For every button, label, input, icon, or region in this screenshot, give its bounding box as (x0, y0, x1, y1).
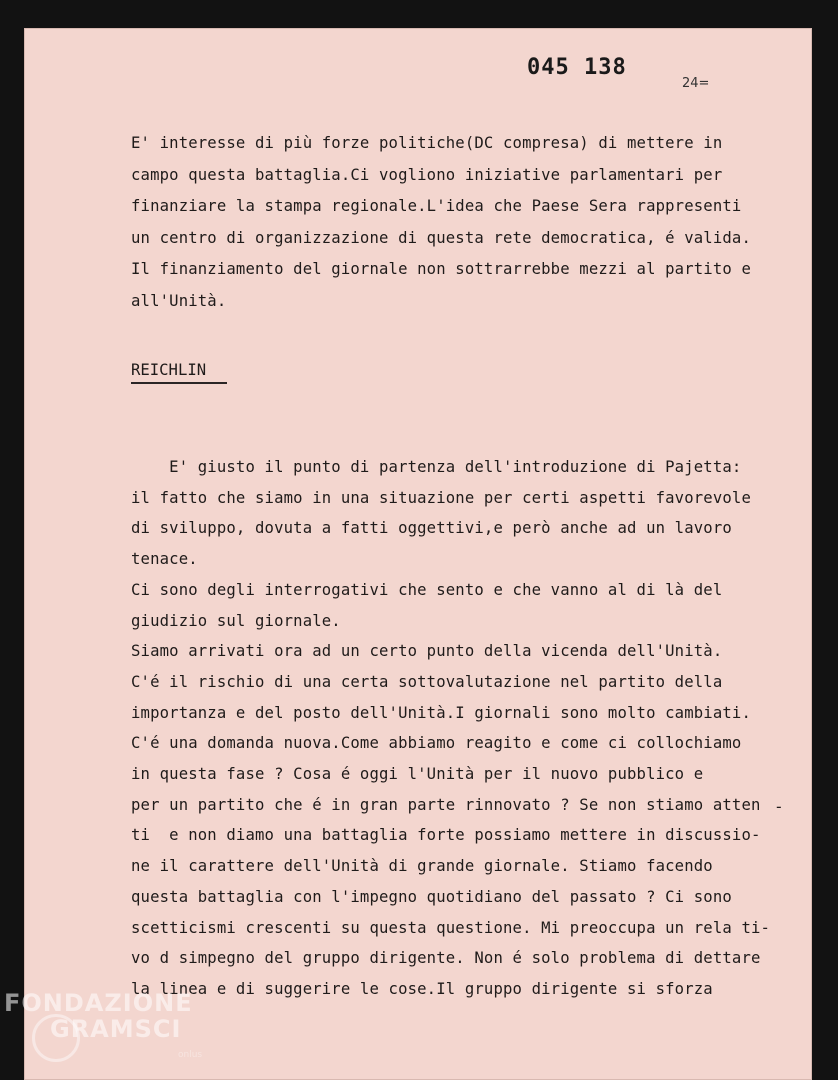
text-line: la linea e di suggerire le cose.Il gruppo dirigente si sforza (131, 979, 713, 998)
line-end-dash: - (774, 797, 784, 816)
text-line: questa battaglia con l'impegno quotidiano del passato ? Ci sono (131, 887, 732, 906)
text-line: ne il carattere dell'Unità di grande giornale. Stiamo facendo (131, 857, 713, 876)
watermark-line-1: FONDAZIONE (4, 989, 193, 1017)
text-line: per un partito che é in gran parte rinnovato ? Se non stiamo atten (131, 795, 761, 814)
watermark-circle-icon (32, 1014, 80, 1062)
document-number: 045 138 (527, 55, 627, 80)
text-line: giudizio sul giornale. (131, 611, 341, 630)
text-line: Siamo arrivati ora ad un certo punto della vicenda dell'Unità. (131, 642, 723, 661)
text-line: C'é una domanda nuova.Come abbiamo reagito e come ci collochiamo (131, 734, 742, 753)
speaker-heading: REICHLIN (131, 361, 227, 384)
text-line: tenace. (131, 550, 198, 569)
text-line: in questa fase ? Cosa é oggi l'Unità per il nuovo pubblico e (131, 765, 704, 783)
text-line: Il finanziamento del giornale non sottrarrebbe mezzi al partito e (131, 260, 751, 278)
text-line: il fatto che siamo in una situazione per certi aspetti favorevole (131, 488, 751, 507)
text-line: Ci sono degli interrogativi che sento e che vanno al di là del (131, 580, 723, 599)
text-line: ti e non diamo una battaglia forte possiamo mettere in discussio- (131, 826, 761, 845)
text-line: di sviluppo, dovuta a fatti oggettivi,e però anche ad un lavoro (131, 519, 732, 538)
text-line: finanziare la stampa regionale.L'idea che Paese Sera rappresenti (131, 197, 742, 215)
text-line: scetticismi crescenti su questa questione. Mi preoccupa un rela ti- (131, 918, 771, 937)
text-line: C'é il rischio di una certa sottovalutazione nel partito della (131, 672, 723, 691)
text-line: vo d simpegno del gruppo dirigente. Non é solo problema di dettare (131, 949, 761, 968)
text-line: all'Unità. (131, 291, 227, 310)
page-mark: 24= (682, 76, 710, 91)
text-line: E' giusto il punto di partenza dell'introduzione di Pajetta: (131, 458, 742, 476)
text-line: importanza e del posto dell'Unità.I giornali sono molto cambiati. (131, 703, 751, 722)
text-line: campo questa battaglia.Ci vogliono iniziative parlamentari per (131, 165, 723, 184)
watermark-line-3: onlus (178, 1050, 203, 1060)
text-line: un centro di organizzazione di questa rete democratica, é valida. (131, 228, 751, 247)
watermark-line-2: GRAMSCI (50, 1015, 182, 1043)
watermark-logo (4, 989, 224, 1060)
text-line: E' interesse di più forze politiche(DC compresa) di mettere in (131, 134, 723, 152)
